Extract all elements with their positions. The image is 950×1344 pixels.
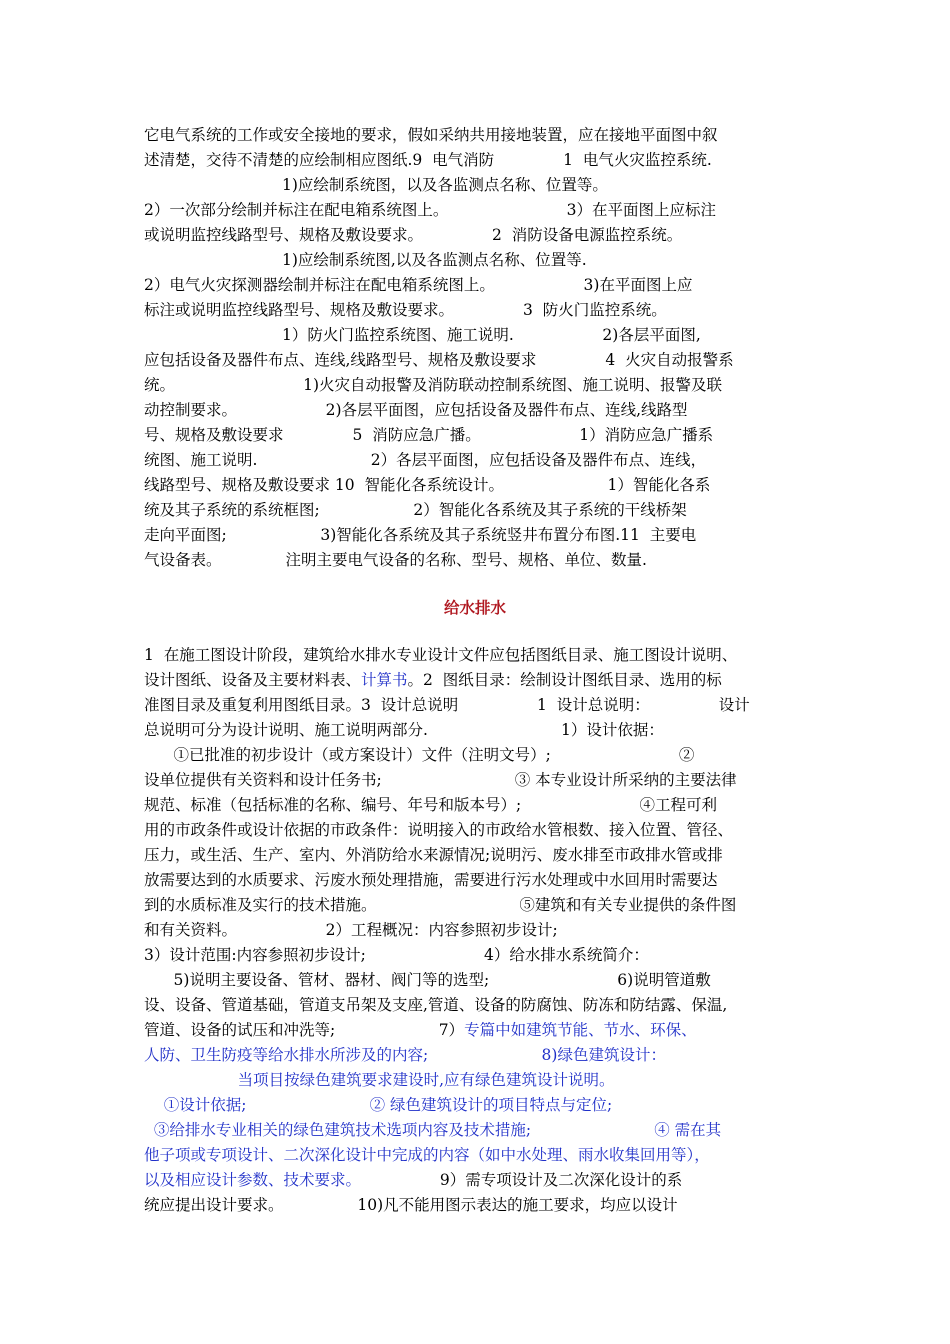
text-line: 线路型号、规格及敷设要求 10 智能化各系统设计。 1）智能化各系	[144, 476, 711, 494]
text-line-blue: 他子项或专项设计、二次深化设计中完成的内容（如中水处理、雨水收集回用等），	[144, 1146, 710, 1164]
text-line: 规范、标准（包括标准的名称、编号、年号和版本号）; ④工程可利	[144, 796, 717, 814]
text-line: 1 在施工图设计阶段，建筑给水排水专业设计文件应包括图纸目录、施工图设计说明、	[144, 646, 738, 664]
text-span: 。2 图纸目录：绘制设计图纸目录、选用的标	[407, 671, 722, 689]
text-line: 设单位提供有关资料和设计任务书; ③ 本专业设计所采纳的主要法律	[144, 771, 737, 789]
text-line: 号、规格及敷设要求 5 消防应急广播。 1）消防应急广播系	[144, 426, 714, 444]
text-line: 气设备表。 注明主要电气设备的名称、型号、规格、单位、数量.	[144, 551, 647, 569]
text-line: 1）防火门监控系统图、施工说明. 2)各层平面图,	[144, 326, 701, 344]
text-line: 统图、施工说明. 2）各层平面图，应包括设备及器件布点、连线，	[144, 451, 707, 469]
text-line: 标注或说明监控线路型号、规格及敷设要求。 3 防火门监控系统。	[144, 301, 667, 319]
text-line: 统及其子系统的系统框图; 2）智能化各系统及其子系统的干线桥架	[144, 501, 687, 519]
text-line-blue: 人防、卫生防疫等给水排水所涉及的内容; 8)绿色建筑设计：	[144, 1046, 666, 1064]
text-line: 准图目录及重复利用图纸目录。3 设计总说明 1 设计总说明： 设计	[144, 696, 750, 714]
text-span: 设计图纸、设备及主要材料表、	[144, 671, 362, 689]
text-line: 或说明监控线路型号、规格及敷设要求。 2 消防设备电源监控系统。	[144, 226, 683, 244]
text-line: 5)说明主要设备、管材、器材、阀门等的选型; 6)说明管道敷	[144, 971, 711, 989]
text-line: 它电气系统的工作或安全接地的要求，假如采纳共用接地装置，应在接地平面图中叙	[144, 126, 718, 144]
text-line: 2）电气火灾探测器绘制并标注在配电箱系统图上。 3)在平面图上应	[144, 276, 693, 294]
text-line-blue: ①设计依据; ② 绿色建筑设计的项目特点与定位;	[144, 1096, 613, 1114]
text-span: 管道、设备的试压和冲洗等; 7）	[144, 1021, 465, 1039]
text-line: 2）一次部分绘制并标注在配电箱系统图上。 3）在平面图上应标注	[144, 201, 716, 219]
text-line: 总说明可分为设计说明、施工说明两部分. 1）设计依据：	[144, 721, 664, 739]
text-line: 动控制要求。 2)各层平面图，应包括设备及器件布点、连线,线路型	[144, 401, 688, 419]
text-line: 统应提出设计要求。 10)凡不能用图示表达的施工要求，均应以设计	[144, 1196, 678, 1214]
text-line-blue: ③给排水专业相关的绿色建筑技术选项内容及技术措施; ④ 需在其	[144, 1121, 722, 1139]
text-line: ①已批准的初步设计（或方案设计）文件（注明文号）; ②	[144, 746, 695, 764]
text-line: 到的水质标准及实行的技术措施。 ⑤建筑和有关专业提供的条件图	[144, 896, 737, 914]
text-span-blue: 专篇中如建筑节能、节水、环保、	[464, 1021, 697, 1039]
text-span: 9）需专项设计及二次深化设计的系	[361, 1171, 683, 1189]
text-line-blue: 当项目按绿色建筑要求建设时,应有绿色建筑设计说明。	[144, 1071, 615, 1089]
text-line: 用的市政条件或设计依据的市政条件：说明接入的市政给水管根数、接入位置、管径、	[144, 821, 734, 839]
text-line: 放需要达到的水质要求、污废水预处理措施，需要进行污水处理或中水回用时需要达	[144, 871, 718, 889]
text-line: 3）设计范围:内容参照初步设计; 4）给水排水系统简介：	[144, 946, 649, 964]
text-line: 和有关资料。 2）工程概况：内容参照初步设计;	[144, 921, 558, 939]
text-line	[144, 670, 722, 690]
text-line: 述清楚，交待不清楚的应绘制相应图纸.9 电气消防 1 电气火灾监控系统.	[144, 151, 712, 169]
text-span-blue: 以及相应设计参数、技术要求。	[144, 1171, 362, 1189]
text-line: 1)应绘制系统图,以及各监测点名称、位置等.	[144, 251, 587, 269]
text-line: 1)应绘制系统图，以及各监测点名称、位置等。	[144, 176, 608, 194]
text-line: 压力，或生活、生产、室内、外消防给水来源情况;说明污、废水排至市政排水管或排	[144, 846, 723, 864]
text-line	[144, 1170, 682, 1190]
text-line: 设、设备、管道基础，管道支吊架及支座,管道、设备的防腐蚀、防冻和防结露、保温,	[144, 996, 728, 1014]
calc-link[interactable]: 计算书	[361, 671, 408, 689]
text-line: 统。 1)火灾自动报警及消防联动控制系统图、施工说明、报警及联	[144, 376, 723, 394]
text-line: 应包括设备及器件布点、连线,线路型号、规格及敷设要求 4 火灾自动报警系	[144, 351, 734, 369]
text-line: 走向平面图; 3)智能化各系统及其子系统竖井布置分布图.11 主要电	[144, 526, 697, 544]
section-heading: 给水排水	[443, 598, 506, 617]
text-line	[144, 1020, 697, 1040]
